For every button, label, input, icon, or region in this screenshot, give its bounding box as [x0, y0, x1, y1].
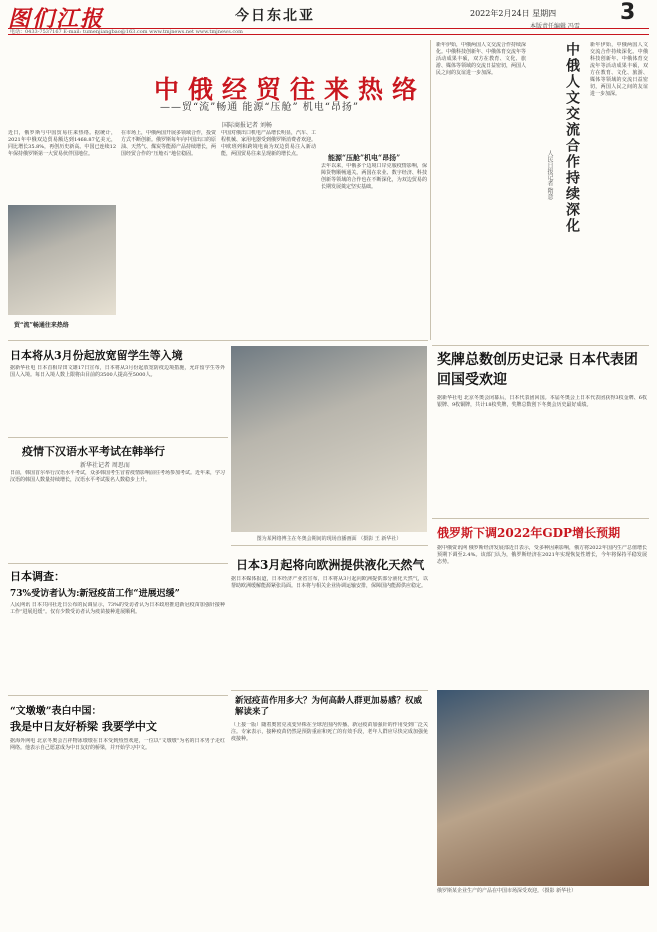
- medals-body: 据新华社电 北京冬奥会闭幕后，日本代表团回国。本届冬奥会上日本代表团获得3枚金牌、6枚银牌、9枚铜牌，共计18枚奖牌，奖牌总数创下冬奥会历史最好成绩。: [437, 395, 647, 408]
- section-title: 今日东北亚: [235, 8, 315, 24]
- divider: [432, 345, 649, 346]
- divider: [8, 340, 428, 341]
- lead-body-col3: 中国对俄出口机电产品增长明显，汽车、工程机械、家用电器受到俄罗斯消费者欢迎。中欧班列和跨境电商为双边贸易注入新动能，两国贸易往来呈现新的增长点。: [221, 130, 316, 157]
- japan-students-body: 据新华社电 日本首相岸田文雄17日宣布，日本将从3月份起放宽防疫边境措施，允许留学生等外国人入境。每日入境人数上限将由目前的3500人提高至5000人。: [10, 365, 225, 378]
- culture-body: 据海外网电 北京冬奥会吉祥物冰墩墩在日本受到热烈欢迎，一位以“文墩墩”为名的日本男子走红网络。他表示自己愿意成为中日友好的桥梁，并开始学习中文。: [10, 738, 225, 751]
- bottom-right-photo: [437, 690, 649, 886]
- medals-title: 奖牌总数创历史记录 日本代表团回国受欢迎: [437, 352, 638, 388]
- gdp-title: 俄罗斯下调2022年GDP增长预期: [437, 526, 621, 540]
- korea-exam-title: 疫情下汉语水平考试在韩举行: [22, 445, 165, 458]
- lng-title: 日本3月起将向欧洲提供液化天然气: [236, 558, 425, 572]
- bottom-right-photo-caption: 俄罗斯某企业生产的产品在中国市场深受欢迎。（摄影 新华社）: [437, 888, 577, 894]
- japan-poll-body: 人民网讯 日本共同社近日公布的民调显示，73%的受访者认为日本政府推进新冠疫苗加强针接种工作“进展迟缓”。仅有少数受访者认为疫苗接种进展顺利。: [10, 602, 225, 615]
- vaccine-body: （上接一版）随着奥密克戎变异株在全球范围内传播，新冠疫苗加强针的作用受到广泛关注。专家表示，接种疫苗仍然是预防重症和死亡的有效手段，老年人群应尽快完成加强免疫接种。: [231, 722, 428, 742]
- culture-kicker: “文墩墩”表白中国：: [10, 706, 102, 717]
- lead-photo-caption: 贸“流”畅通往来热络: [14, 322, 69, 329]
- culture-exchange-title: 中俄人文交流合作持续深化: [564, 42, 580, 234]
- divider: [231, 690, 428, 691]
- page-editor: 本版责任编辑 冯雪: [530, 23, 580, 30]
- center-photo: [231, 346, 427, 532]
- culture-exchange-body: 新年伊始，中俄两国人文交流合作持续深化。中俄科技创新年、中俄体育交流年等活动成果丰硕，双方在教育、文化、旅游、媒体等领域的交流日益密切，两国人民之间的友谊进一步加深。: [436, 42, 526, 76]
- divider: [430, 40, 431, 340]
- contact-bar: 电话：0433-7537167 E-mail: tumenjiangbao@163.com www.tmjnews.net www.tmjnews.com: [8, 28, 649, 35]
- newspaper-logo: 图们江报: [8, 6, 105, 32]
- lead-photo-left: [8, 205, 116, 315]
- gdp-body: 据中俄资讯网 俄罗斯经济发展部近日表示，受多种因素影响，俄方将2022年国内生产总值增长预期下调至2.4%。该部门认为，俄罗斯经济在2021年实现恢复性增长，今年将保持平稳发展态势。: [437, 545, 647, 565]
- lng-body: 据日本媒体报道，日本经济产业省宣布，日本将从3月起向欧洲提供部分液化天然气，以帮助欧洲缓解能源紧张局面。日本将与相关企业协调运输安排，保障国内能源供应稳定。: [231, 576, 428, 589]
- divider: [432, 518, 649, 519]
- lead-subhead: ——贸“流”畅通 能源“压舱” 机电“昂扬”: [160, 102, 360, 113]
- issue-date: 2022年2月24日 星期四: [470, 9, 557, 18]
- divider: [8, 437, 228, 438]
- divider: [231, 545, 428, 546]
- lead-body-col4: 去年以来，中俄多个边境口岸克服疫情影响，保障货物顺畅通关。两国在农业、数字经济、科技创新等领域的合作也在不断深化，为双边贸易的长期发展奠定坚实基础。: [321, 163, 427, 190]
- lead-body-col1: 近日，俄罗斯与中国贸易往来热络。据统计，2021年中俄双边贸易额达到1468.87亿美元，同比增长35.8%，再创历史新高。中国已连续12年保持俄罗斯第一大贸易伙伴国地位。: [8, 130, 116, 157]
- japan-poll-kicker: 日本调查：: [10, 570, 65, 583]
- culture-title: 我是中日友好桥梁 我要学中文: [10, 720, 157, 733]
- lead-side-title: 能源“压舱”机电“昂扬”: [328, 153, 401, 162]
- korea-exam-body: 日前，韩国首尔举行汉语水平考试，众多韩国考生冒着疫情影响前往考场参加考试。近年来，学习汉语的韩国人数量持续增长，汉语水平考试报名人数稳步上升。: [10, 470, 225, 483]
- page-number: 3: [620, 0, 636, 25]
- korea-exam-byline: 新华社记者 周思而: [80, 462, 130, 469]
- divider: [8, 563, 228, 564]
- center-photo-caption: 图为某网络博主在冬奥会期间的现场直播画面 （摄影 王 新华社）: [256, 536, 402, 542]
- divider: [8, 695, 228, 696]
- culture-exchange-body-right: 新年伊始，中俄两国人文交流合作持续深化。中俄科技创新年、中俄体育交流年等活动成果丰硕，双方在教育、文化、旅游、媒体等领域的交流日益密切，两国人民之间的友谊进一步加深。: [590, 42, 648, 97]
- lead-body-col2: 在市场上，中俄两国开展多领域合作，投资方式不断创新。俄罗斯每年向中国出口的原油、天然气、煤炭等能源产品持续增长，两国经贸合作的“压舱石”地位稳固。: [121, 130, 216, 157]
- japan-students-title: 日本将从3月份起放宽留学生等入境: [10, 349, 183, 362]
- culture-exchange-byline: 人民日报记者 隋意: [546, 150, 553, 200]
- lead-byline: 国际商报记者 刘畅: [222, 122, 272, 129]
- vaccine-title: 新冠疫苗作用多大？为何高龄人群更加易感？权威解读来了: [235, 696, 423, 717]
- lead-headline: 中俄经贸往来热络: [153, 75, 426, 104]
- japan-poll-title: 73%受访者认为:新冠疫苗工作“进展迟缓”: [10, 589, 180, 599]
